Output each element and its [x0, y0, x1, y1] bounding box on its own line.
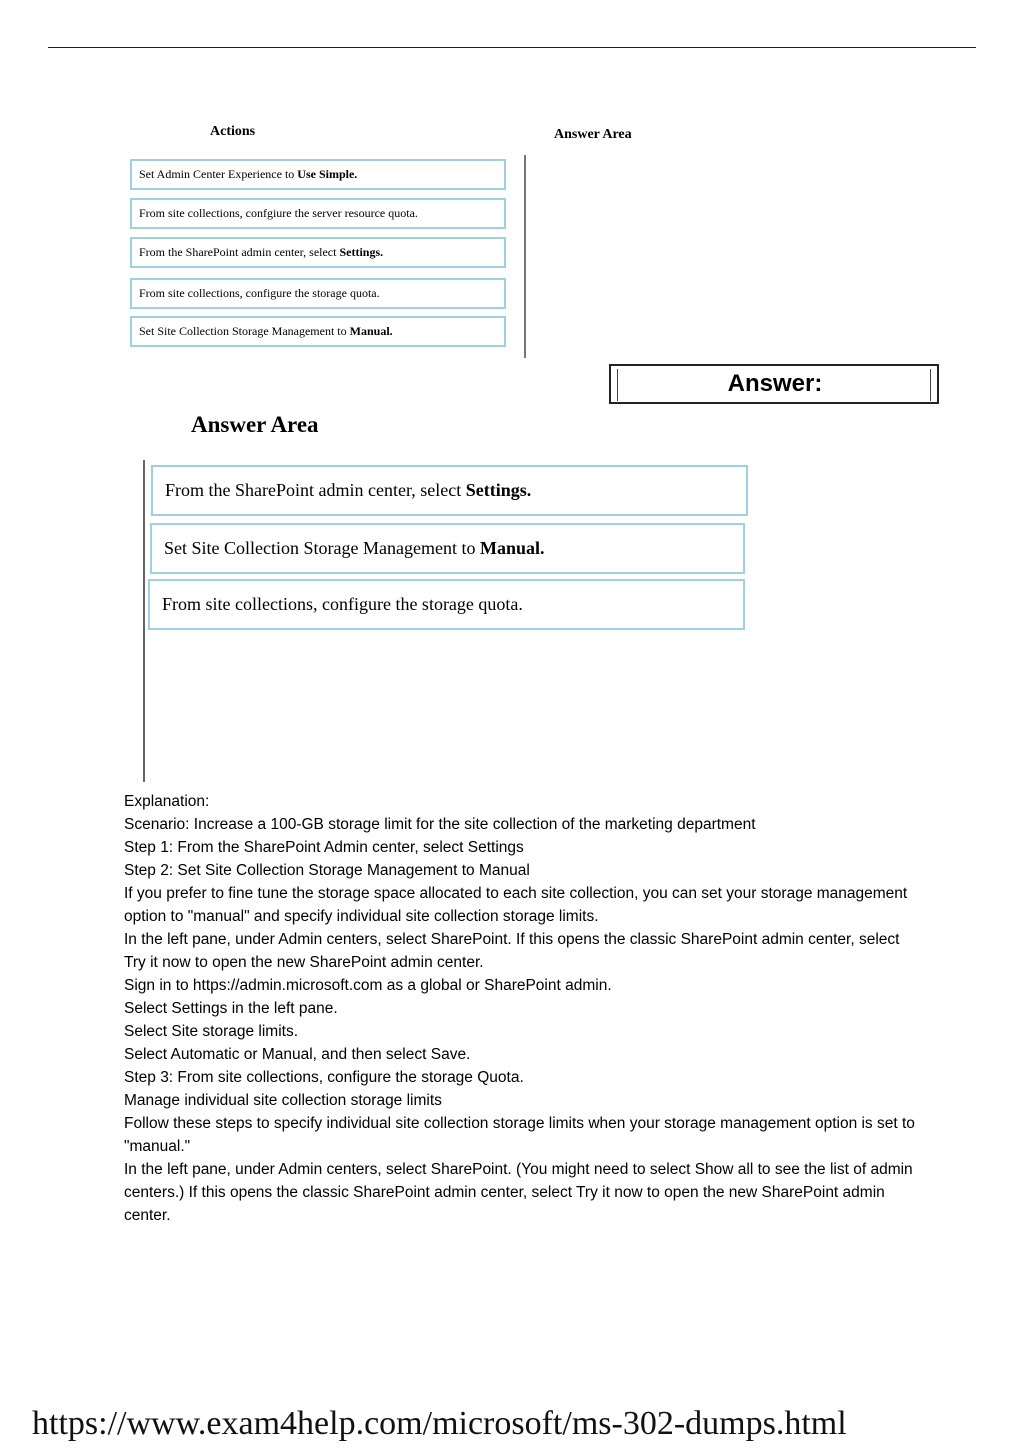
explanation-line: Select Site storage limits.	[124, 1023, 299, 1040]
explanation-line: Scenario: Increase a 100-GB storage limit for the site collection of the marketing department	[124, 816, 756, 833]
explanation-line: Explanation:	[124, 793, 210, 810]
action-text: Set Site Collection Storage Management to	[139, 324, 350, 338]
action-text: From the SharePoint admin center, select	[139, 245, 340, 259]
action-item[interactable]	[130, 316, 506, 347]
question-answer-area-title: Answer Area	[554, 127, 632, 142]
answer-step-bold-text: Manual.	[479, 538, 545, 558]
explanation	[124, 790, 924, 1227]
explanation-line: Manage individual site collection storage limits	[124, 1092, 442, 1109]
explanation-line: Step 1: From the SharePoint Admin center, select Settings	[124, 839, 524, 856]
actions-title: Actions	[210, 124, 256, 139]
explanation-line: Select Automatic or Manual, and then select Save.	[124, 1046, 471, 1063]
answer-banner	[609, 364, 939, 404]
action-bold-text: Manual.	[349, 324, 393, 338]
top-rule	[48, 47, 976, 48]
answer-label: Answer:	[727, 370, 823, 397]
answer-area-title: Answer Area	[191, 412, 319, 437]
explanation-line: Select Settings in the left pane.	[124, 1000, 338, 1017]
explanation-line: Step 3: From site collections, configure the storage Quota.	[124, 1069, 524, 1086]
answer-step-text: Set Site Collection Storage Management to	[164, 538, 480, 558]
action-item[interactable]	[130, 237, 506, 268]
action-text: Set Admin Center Experience to	[139, 167, 298, 181]
answer-step-text: From site collections, configure the storage quota.	[162, 594, 523, 614]
explanation-line: Step 2: Set Site Collection Storage Management to Manual	[124, 862, 530, 879]
action-text: From site collections, configure the storage quota.	[139, 286, 380, 300]
explanation-line: In the left pane, under Admin centers, select SharePoint. If this opens the classic SharePoint admin center, select Try it now to open the new SharePoint admin center.	[124, 931, 900, 971]
answer-step	[150, 523, 745, 574]
explanation-line: Follow these steps to specify individual site collection storage limits when your storage management option is set to "manual."	[124, 1115, 915, 1155]
explanation-line: In the left pane, under Admin centers, select SharePoint. (You might need to select Show all to see the list of admin centers.) If this opens the classic SharePoint admin center, select Try it now to open the new SharePoint admin center.	[124, 1161, 913, 1224]
action-bold-text: Settings.	[339, 245, 384, 259]
answer-divider	[143, 460, 145, 782]
answer-step	[151, 465, 748, 516]
footer-url-link[interactable]: https://www.exam4help.com/microsoft/ms-302-dumps.html	[32, 1405, 847, 1442]
action-item[interactable]	[130, 198, 506, 229]
question-divider	[524, 155, 526, 358]
action-text: From site collections, confgiure the server resource quota.	[139, 206, 418, 220]
action-item[interactable]	[130, 159, 506, 190]
answer-step-text: From the SharePoint admin center, select	[165, 480, 466, 500]
answer-step-bold-text: Settings.	[465, 480, 532, 500]
action-item[interactable]	[130, 278, 506, 309]
explanation-line: If you prefer to fine tune the storage space allocated to each site collection, you can set your storage management option to "manual" and specify individual site collection storage limits.	[124, 885, 908, 925]
action-bold-text: Use Simple.	[297, 167, 358, 181]
explanation-line: Sign in to https://admin.microsoft.com as a global or SharePoint admin.	[124, 977, 612, 994]
answer-step	[148, 579, 745, 630]
